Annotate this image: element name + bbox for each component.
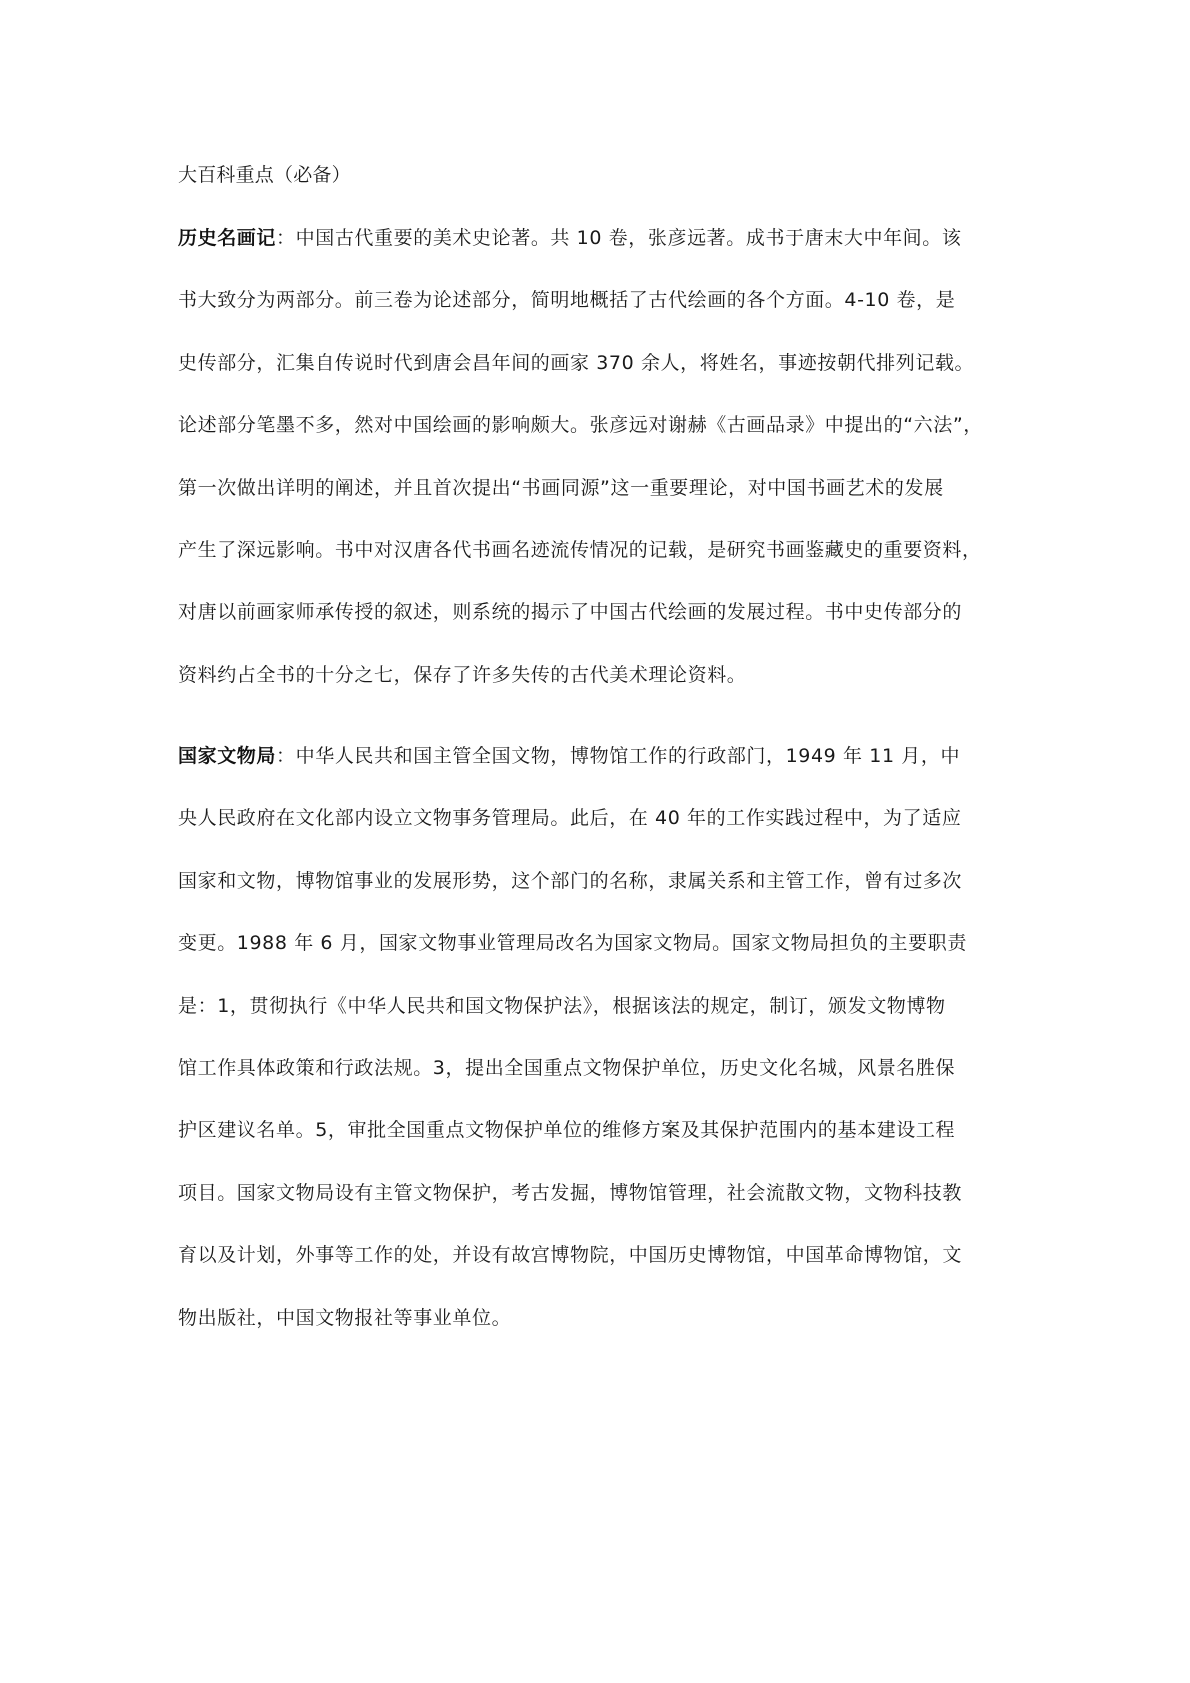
paragraph-line: 馆工作具体政策和行政法规。3，提出全国重点文物保护单位，历史文化名城，风景名胜保 — [178, 1056, 956, 1079]
document-title: 大百科重点（必备） — [178, 164, 351, 186]
entry-term: 国家文物局 — [178, 745, 277, 767]
paragraph-line: 项目。国家文物局设有主管文物保护，考古发掘，博物馆管理，社会流散文物，文物科技教 — [178, 1181, 963, 1204]
paragraph-line: 史传部分，汇集自传说时代到唐会昌年间的画家 370 余人，将姓名，事迹按朝代排列记载。 — [178, 351, 975, 374]
paragraph-line — [178, 743, 1018, 805]
paragraph-line: 产生了深远影响。书中对汉唐各代书画名迹流传情况的记载，是研究书画鉴藏史的重要资料， — [178, 538, 982, 561]
paragraph-line: 央人民政府在文化部内设立文物事务管理局。此后，在 40 年的工作实践过程中，为了适应 — [178, 807, 962, 830]
paragraph-line: 对唐以前画家师承传授的叙述，则系统的揭示了中国古代绘画的发展过程。书中史传部分的 — [178, 601, 963, 624]
line-text: ：中国古代重要的美术史论著。共 10 卷，张彦远著。成书于唐末大中年间。该 — [276, 227, 962, 249]
line-text: ：中华人民共和国主管全国文物，博物馆工作的行政部门，1949 年 11 月，中 — [276, 745, 961, 767]
paragraph-line: 育以及计划，外事等工作的处，并设有故宫博物院，中国历史博物馆，中国革命博物馆，文 — [178, 1244, 963, 1267]
paragraph-line: 国家和文物，博物馆事业的发展形势，这个部门的名称，隶属关系和主管工作，曾有过多次 — [178, 869, 963, 892]
entry-paragraph-history-famous-paintings — [178, 225, 1018, 724]
paragraph-line: 书大致分为两部分。前三卷为论述部分，简明地概括了古代绘画的各个方面。4-10 卷，是 — [178, 289, 956, 312]
paragraph-line: 资料约占全书的十分之七，保存了许多失传的古代美术理论资料。 — [178, 663, 747, 686]
paragraph-line: 是：1，贯彻执行《中华人民共和国文物保护法》，根据该法的规定，制订，颁发文物博物 — [178, 994, 946, 1017]
paragraph-line — [178, 225, 1018, 287]
entry-term: 历史名画记 — [178, 227, 277, 249]
paragraph-line: 变更。1988 年 6 月，国家文物事业管理局改名为国家文物局。国家文物局担负的主要职责 — [178, 932, 967, 955]
paragraph-line: 物出版社，中国文物报社等事业单位。 — [178, 1306, 512, 1329]
paragraph-line: 论述部分笔墨不多，然对中国绘画的影响颇大。张彦远对谢赫《古画品录》中提出的“六法”， — [178, 414, 983, 437]
entry-paragraph-state-cultural-relics-bureau — [178, 743, 1018, 1367]
paragraph-line: 第一次做出详明的阐述，并且首次提出“书画同源”这一重要理论，对中国书画艺术的发展 — [178, 476, 944, 499]
paragraph-line: 护区建议名单。5，审批全国重点文物保护单位的维修方案及其保护范围内的基本建设工程 — [178, 1119, 956, 1142]
